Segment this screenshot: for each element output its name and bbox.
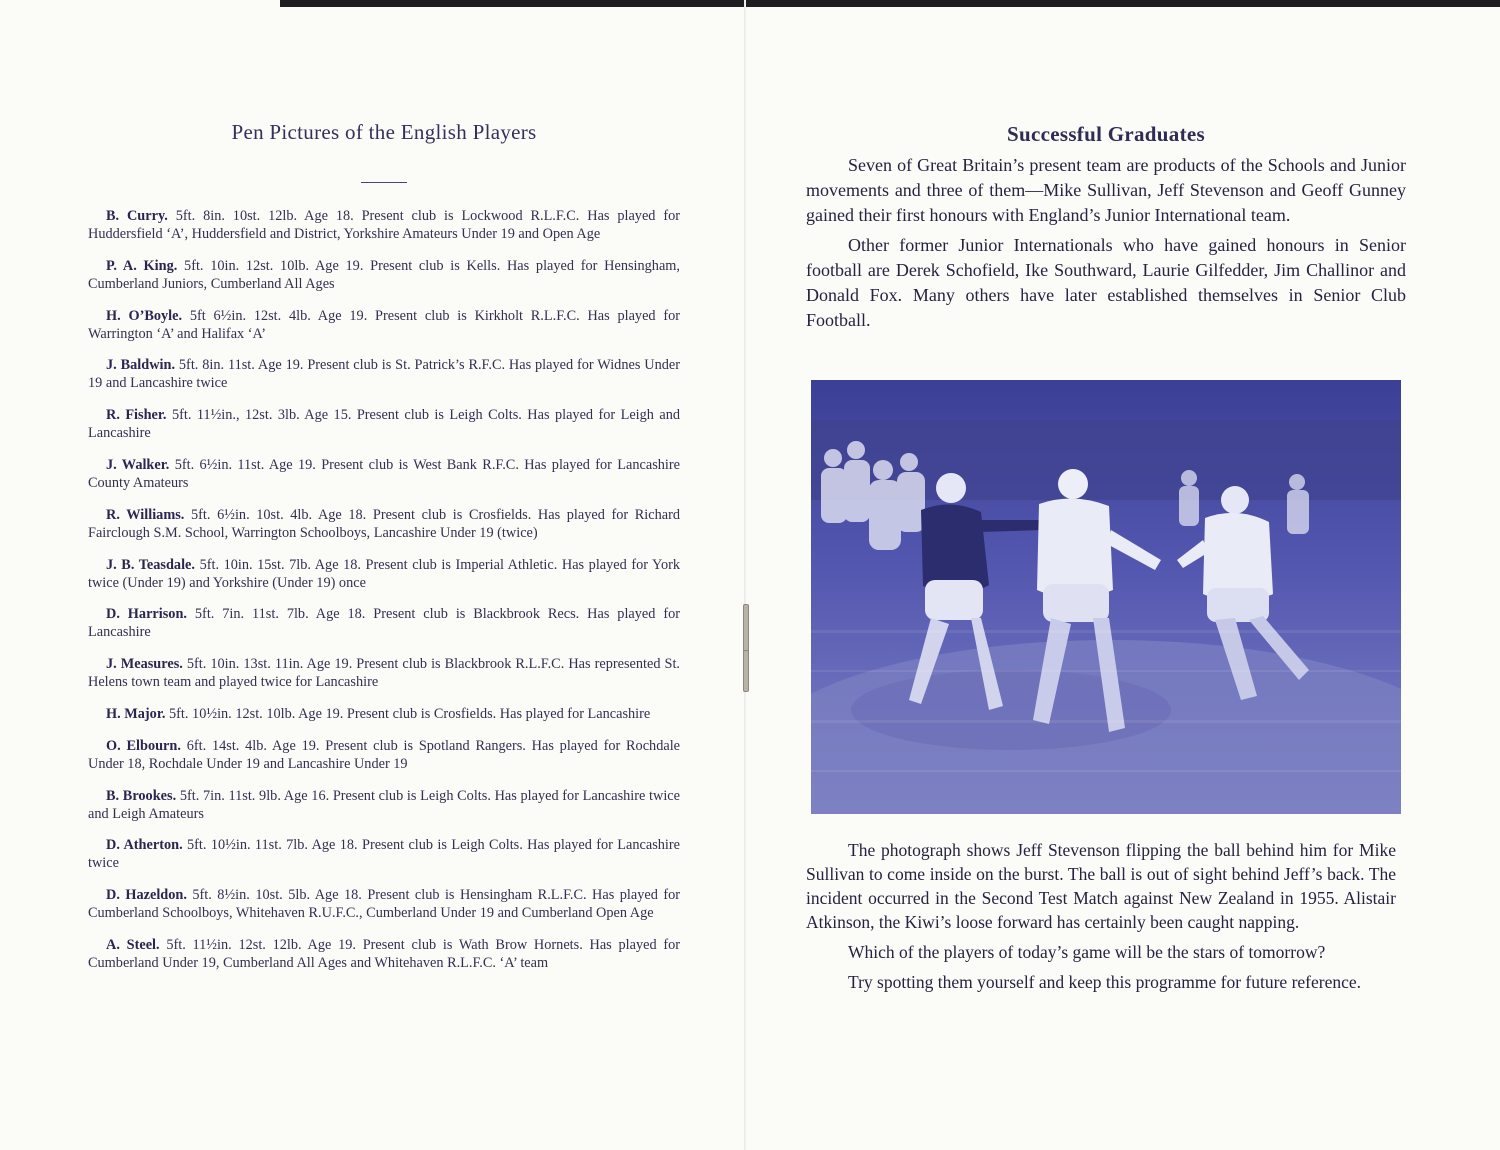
player-details: 5ft. 10in. 15st. 7lb. Age 18. Present club is Imperial Athletic. Has played for York twice (Under 19) and Yorkshire (Under 19) once — [88, 556, 681, 591]
player-entry — [88, 257, 680, 293]
player-entry — [88, 406, 680, 442]
player-name: J. Measures. — [106, 656, 183, 673]
player-details: 5ft. 8in. 10st. 12lb. Age 18. Present club is Lockwood R.L.F.C. Has played for Huddersfield ‘A’, Huddersfield and District, Yorkshire Amateurs Under 19 and Open Age — [88, 208, 680, 242]
player-details: 5ft. 10½in. 12st. 10lb. Age 19. Present club is Crosfields. Has played for Lancashire — [169, 705, 651, 722]
player-name: B. Brookes. — [106, 787, 177, 804]
player-name: P. A. King. — [106, 257, 178, 274]
player-details: 5ft. 8in. 11st. Age 19. Present club is St. Patrick’s R.F.C. Has played for Widnes Under 19 and Lancashire twice — [88, 357, 680, 392]
player-entry — [88, 556, 680, 592]
staple-bottom — [743, 650, 749, 692]
player-entry — [88, 207, 680, 243]
player-details: 6ft. 14st. 4lb. Age 19. Present club is Spotland Rangers. Has played for Rochdale Under 18, Rochdale Under 19 and Lancashire Under 19 — [88, 737, 681, 772]
player-name: J. B. Teasdale. — [106, 556, 195, 573]
player-entry — [88, 456, 680, 492]
player-name: H. O’Boyle. — [106, 307, 183, 324]
player-details: 5ft. 8½in. 10st. 5lb. Age 18. Present club is Hensingham R.L.F.C. Has played for Cumberland Schoolboys, Whitehaven R.U.F.C., Cumberland Under 19 and Cumberland Open Age — [88, 887, 680, 922]
player-name: R. Williams. — [106, 506, 185, 523]
player-details: 5ft 6½in. 12st. 4lb. Age 19. Present club is Kirkholt R.L.F.C. Has played for Warrington ‘A’ and Halifax ‘A’ — [88, 307, 680, 342]
player-entry — [88, 705, 680, 723]
match-photograph-image — [811, 380, 1401, 814]
player-entry — [88, 936, 680, 972]
left-page — [88, 110, 680, 986]
player-list — [88, 207, 680, 972]
player-details: 5ft. 10½in. 11st. 7lb. Age 18. Present club is Leigh Colts. Has played for Lancashire twice — [88, 837, 680, 872]
player-details: 5ft. 10in. 13st. 11in. Age 19. Present club is Blackbrook R.L.F.C. Has represented St. Helens town team and played twice for Lancashire — [88, 656, 681, 691]
player-name: J. Baldwin. — [106, 357, 176, 374]
player-name: D. Hazeldon. — [106, 887, 187, 904]
player-entry — [88, 655, 680, 691]
player-details: 5ft. 7in. 11st. 7lb. Age 18. Present club is Blackbrook Recs. Has played for Lancashire — [88, 606, 680, 641]
right-page — [806, 118, 1406, 992]
caption-paragraph: Try spotting them yourself and keep this programme for future reference. — [848, 972, 1362, 992]
caption-paragraph: The photograph shows Jeff Stevenson flipping the ball behind him for Mike Sullivan to come inside on the burst. The ball is out of sight behind Jeff’s back. The incident occurred in the Second Test Match against New Zealand in 1955. Alistair Atkinson, the Kiwi’s loose forward has certainly been caught napping. — [806, 840, 1396, 932]
player-entry — [88, 605, 680, 641]
booklet-spine — [744, 0, 746, 1150]
player-name: R. Fisher. — [106, 407, 167, 424]
left-page-title: Pen Pictures of the English Players — [231, 120, 537, 144]
player-details: 5ft. 6½in. 10st. 4lb. Age 18. Present club is Crosfields. Has played for Richard Fairclough S.M. School, Warrington Schoolboys, Lancashire Under 19 (twice) — [88, 506, 681, 541]
player-entry — [88, 506, 680, 542]
player-details: 5ft. 11½in., 12st. 3lb. Age 15. Present club is Leigh Colts. Has played for Leigh and Lancashire — [88, 407, 680, 442]
player-entry — [88, 836, 680, 872]
player-name: J. Walker. — [106, 456, 170, 473]
player-entry — [88, 307, 680, 343]
caption-paragraph: Which of the players of today’s game will be the stars of tomorrow? — [848, 942, 1326, 962]
right-page-title: Successful Graduates — [1007, 122, 1205, 146]
player-details: 5ft. 10in. 12st. 10lb. Age 19. Present club is Kells. Has played for Hensingham, Cumberland Juniors, Cumberland All Ages — [88, 257, 680, 292]
player-name: H. Major. — [106, 705, 166, 722]
player-entry — [88, 737, 680, 773]
scan-top-edge — [280, 0, 1500, 7]
player-entry — [88, 886, 680, 922]
player-details: 5ft. 6½in. 11st. Age 19. Present club is West Bank R.F.C. Has played for Lancashire County Amateurs — [88, 456, 680, 491]
player-entry — [88, 356, 680, 392]
title-rule — [361, 182, 407, 183]
player-details: 5ft. 11½in. 12st. 12lb. Age 19. Present club is Wath Brow Hornets. Has played for Cumberland Under 19, Cumberland All Ages and Whitehaven R.L.F.C. ‘A’ team — [88, 936, 680, 971]
player-name: O. Elbourn. — [106, 737, 181, 754]
match-photograph — [811, 380, 1401, 814]
intro-paragraph: Seven of Great Britain’s present team are products of the Schools and Junior movements and three of them—Mike Sullivan, Jeff Stevenson and Geoff Gunney gained their first honours with England’s Junior International team. — [806, 155, 1406, 225]
player-name: A. Steel. — [106, 936, 160, 953]
player-name: D. Harrison. — [106, 606, 187, 623]
player-details: 5ft. 7in. 11st. 9lb. Age 16. Present club is Leigh Colts. Has played for Lancashire twice and Leigh Amateurs — [88, 787, 680, 822]
intro-paragraph: Other former Junior Internationals who have gained honours in Senior football are Derek Schofield, Ike Southward, Laurie Gilfedder, Jim Challinor and Donald Fox. Many others have later established themselves in Senior Club Football. — [806, 235, 1406, 330]
photo-caption-block — [806, 838, 1396, 1000]
player-name: B. Curry. — [106, 208, 168, 224]
player-name: D. Atherton. — [106, 837, 183, 854]
player-entry — [88, 787, 680, 823]
